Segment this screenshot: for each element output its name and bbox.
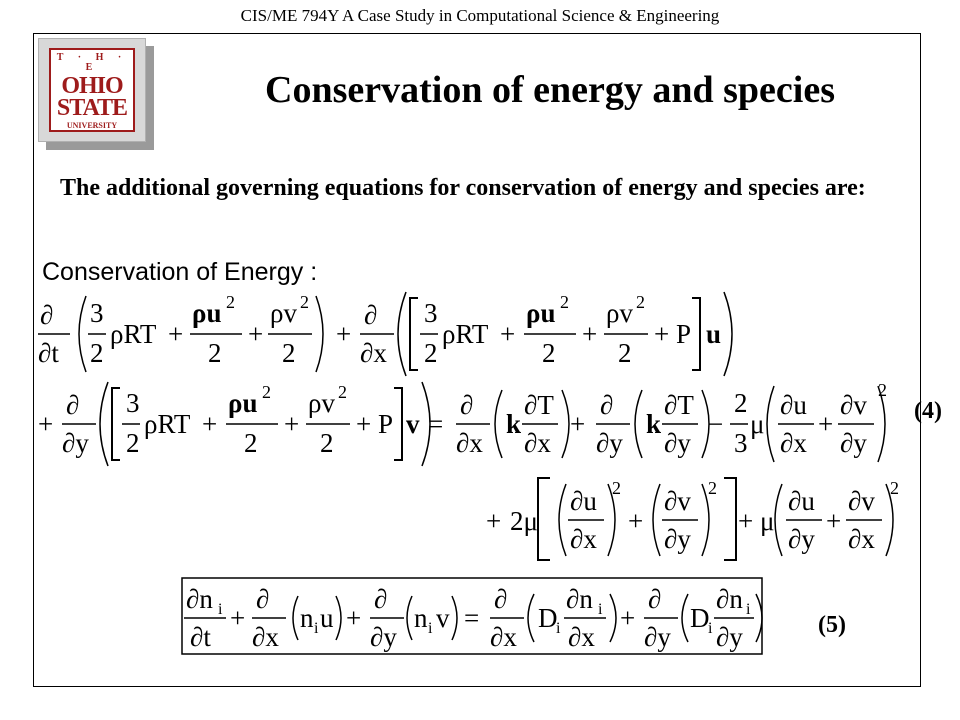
logo-line-the: T · H · E [56, 52, 128, 73]
svg-text:∂: ∂ [648, 584, 662, 614]
svg-text:2: 2 [636, 292, 645, 312]
svg-text:+: + [570, 409, 586, 439]
svg-text:∂y: ∂y [370, 622, 397, 652]
svg-text:v: v [436, 603, 450, 633]
svg-text:∂n: ∂n [186, 584, 213, 614]
svg-text:∂u: ∂u [788, 486, 815, 516]
svg-text:∂n: ∂n [716, 584, 743, 614]
svg-text:∂t: ∂t [190, 622, 211, 652]
svg-text:∂y: ∂y [788, 524, 815, 554]
svg-text:ρv: ρv [606, 298, 633, 328]
equation-number-4: (4) [914, 398, 942, 424]
svg-text:∂x: ∂x [524, 428, 551, 458]
svg-text:∂y: ∂y [596, 428, 623, 458]
svg-text:∂: ∂ [460, 390, 474, 420]
energy-heading: Conservation of Energy : [42, 258, 318, 286]
svg-text:3: 3 [90, 298, 104, 328]
svg-text:ρu: ρu [228, 388, 258, 418]
svg-text:n: n [414, 603, 428, 633]
svg-text:∂n: ∂n [566, 584, 593, 614]
svg-text:ρv: ρv [270, 298, 297, 328]
svg-text:∂v: ∂v [840, 390, 867, 420]
svg-text:∂x: ∂x [360, 338, 387, 368]
svg-text:μ: μ [760, 506, 775, 536]
svg-text:+: + [500, 319, 516, 349]
svg-text:k: k [506, 409, 522, 439]
svg-text:∂x: ∂x [456, 428, 483, 458]
svg-text:D: D [538, 603, 558, 633]
svg-text:2: 2 [262, 382, 271, 402]
svg-text:3: 3 [734, 428, 748, 458]
svg-text:∂: ∂ [374, 584, 388, 614]
svg-text:2: 2 [708, 478, 717, 498]
svg-text:2: 2 [612, 478, 621, 498]
svg-text:+: + [582, 319, 598, 349]
svg-text:∂v: ∂v [848, 486, 875, 516]
svg-text:i: i [556, 620, 561, 637]
svg-text:2: 2 [424, 338, 438, 368]
svg-text:3: 3 [424, 298, 438, 328]
svg-text:ρRT: ρRT [144, 409, 191, 439]
logo-line-state: STATE [56, 95, 128, 121]
svg-text:D: D [690, 603, 710, 633]
svg-text:+: + [826, 506, 842, 536]
svg-text:ρv: ρv [308, 388, 335, 418]
svg-text:+: + [346, 603, 362, 633]
slide-title: Conservation of energy and species [265, 69, 835, 111]
svg-text:ρu: ρu [192, 298, 222, 328]
intro-text: The additional governing equations for conservation of energy and species are: [60, 175, 866, 201]
svg-text:2: 2 [542, 338, 556, 368]
svg-text:∂y: ∂y [840, 428, 867, 458]
svg-text:+: + [38, 409, 54, 439]
svg-text:∂x: ∂x [780, 428, 807, 458]
svg-text:2: 2 [300, 292, 309, 312]
svg-text:=: = [464, 603, 480, 633]
svg-text:+: + [356, 409, 372, 439]
svg-text:u: u [320, 603, 334, 633]
equation-number-5: (5) [818, 612, 846, 638]
svg-text:∂y: ∂y [644, 622, 671, 652]
svg-text:i: i [314, 620, 319, 637]
svg-text:∂y: ∂y [664, 428, 691, 458]
svg-text:∂: ∂ [494, 584, 508, 614]
svg-text:i: i [708, 620, 713, 637]
course-header: CIS/ME 794Y A Case Study in Computational Science & Engineering [240, 6, 720, 25]
svg-text:u: u [706, 319, 722, 349]
svg-text:2: 2 [90, 338, 104, 368]
svg-text:∂x: ∂x [570, 524, 597, 554]
svg-text:+: + [284, 409, 300, 439]
svg-text:+: + [628, 506, 644, 536]
svg-text:∂t: ∂t [38, 338, 59, 368]
svg-text:∂x: ∂x [490, 622, 517, 652]
svg-text:+: + [620, 603, 636, 633]
svg-text:2: 2 [126, 428, 140, 458]
svg-text:∂: ∂ [256, 584, 270, 614]
svg-text:2μ: 2μ [510, 506, 538, 536]
svg-text:+: + [818, 409, 834, 439]
svg-text:ρu: ρu [526, 298, 556, 328]
svg-text:+: + [486, 506, 502, 536]
svg-text:k: k [646, 409, 662, 439]
svg-text:P: P [378, 409, 394, 439]
svg-text:∂: ∂ [40, 300, 54, 330]
svg-text:ρRT: ρRT [110, 319, 157, 349]
svg-text:∂v: ∂v [664, 486, 691, 516]
svg-text:∂T: ∂T [664, 390, 694, 420]
svg-text:∂T: ∂T [524, 390, 554, 420]
svg-text:∂x: ∂x [568, 622, 595, 652]
svg-text:∂u: ∂u [570, 486, 597, 516]
svg-text:2: 2 [734, 388, 748, 418]
svg-text:−: − [708, 409, 724, 439]
svg-text:∂: ∂ [66, 390, 80, 420]
svg-text:2: 2 [208, 338, 222, 368]
svg-text:2: 2 [890, 478, 899, 498]
logo-line-university: UNIVERSITY [66, 121, 118, 130]
svg-text:+: + [168, 319, 184, 349]
svg-text:2: 2 [618, 338, 632, 368]
svg-text:n: n [300, 603, 314, 633]
svg-text:∂y: ∂y [716, 622, 743, 652]
svg-text:∂x: ∂x [848, 524, 875, 554]
svg-text:+: + [654, 319, 670, 349]
svg-text:∂u: ∂u [780, 390, 807, 420]
svg-text:i: i [746, 601, 751, 618]
svg-text:=: = [428, 409, 444, 439]
svg-text:2: 2 [338, 382, 347, 402]
svg-text:+: + [202, 409, 218, 439]
svg-text:+: + [336, 319, 352, 349]
logo-line-ohio: OHIO [61, 73, 123, 99]
svg-text:∂: ∂ [600, 390, 614, 420]
svg-text:∂y: ∂y [664, 524, 691, 554]
svg-text:3: 3 [126, 388, 140, 418]
svg-text:+: + [248, 319, 264, 349]
svg-text:i: i [218, 601, 223, 618]
svg-text:2: 2 [878, 380, 887, 400]
svg-text:2: 2 [560, 292, 569, 312]
svg-text:2: 2 [320, 428, 334, 458]
svg-text:+: + [738, 506, 754, 536]
svg-text:i: i [598, 601, 603, 618]
svg-text:2: 2 [244, 428, 258, 458]
svg-text:2: 2 [226, 292, 235, 312]
svg-text:μ: μ [750, 409, 765, 439]
svg-text:v: v [406, 409, 420, 439]
svg-text:P: P [676, 319, 692, 349]
svg-text:i: i [428, 620, 433, 637]
svg-text:∂x: ∂x [252, 622, 279, 652]
svg-text:∂: ∂ [364, 300, 378, 330]
svg-text:+: + [230, 603, 246, 633]
svg-text:2: 2 [282, 338, 296, 368]
svg-text:∂y: ∂y [62, 428, 89, 458]
svg-text:ρRT: ρRT [442, 319, 489, 349]
